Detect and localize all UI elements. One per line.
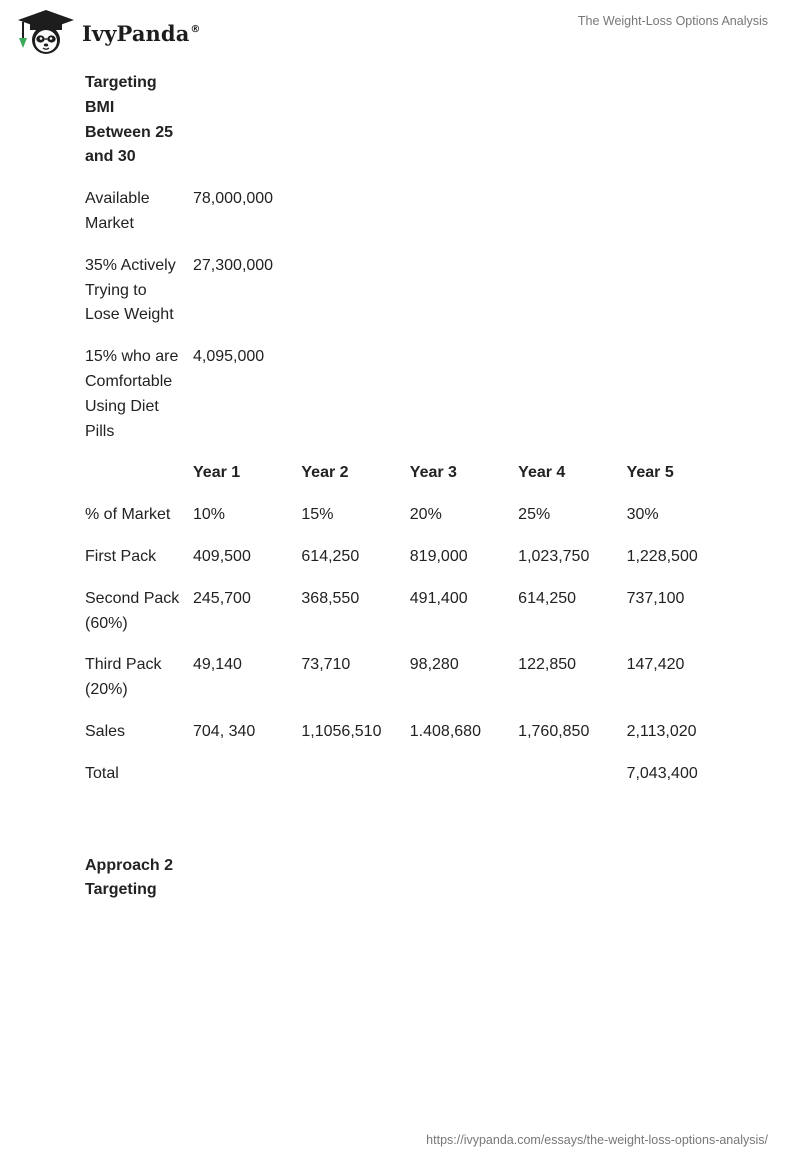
cell-value: 245,700 — [193, 589, 251, 607]
cell-value: 737,100 — [626, 589, 685, 607]
sales-forecast-table — [79, 66, 729, 915]
table-row — [79, 182, 729, 249]
row-label: % of Market — [85, 506, 171, 524]
cell-value: 147,420 — [626, 656, 685, 674]
registered-mark: ® — [190, 23, 201, 35]
cell-value: 1,760,850 — [518, 722, 590, 740]
cell-value: 491,400 — [409, 589, 468, 607]
cell-value: 4,095,000 — [193, 348, 265, 366]
row-label: Total — [85, 764, 119, 782]
section-heading: Targeting BMI Between 25 and 30 — [85, 74, 174, 166]
table-row — [79, 582, 729, 649]
panda-graduate-icon — [14, 8, 76, 56]
cell-value: 25% — [518, 506, 551, 524]
row-label: Second Pack (60%) — [85, 589, 180, 632]
cell-value: 2,113,020 — [626, 722, 697, 740]
cell-value: 15% — [301, 506, 334, 524]
cell-value: 1,228,500 — [626, 547, 698, 565]
cell-value: 368,550 — [301, 589, 360, 607]
brand-name: IvyPanda® — [82, 20, 201, 46]
table-row — [79, 249, 729, 340]
cell-value: 73,710 — [301, 656, 351, 674]
cell-value: 27,300,000 — [193, 256, 274, 274]
row-label: Sales — [85, 722, 126, 740]
row-label: 35% Actively Trying to Lose Weight — [85, 256, 176, 324]
table-row — [79, 340, 729, 456]
cell-value: 1,023,750 — [518, 547, 590, 565]
cell-value: 98,280 — [409, 656, 459, 674]
cell-value: 20% — [409, 506, 442, 524]
table-spacer-row — [79, 799, 729, 849]
cell-value: 49,140 — [193, 656, 242, 674]
cell-value: 7,043,400 — [626, 764, 698, 782]
section-heading: Approach 2 Targeting — [85, 856, 174, 899]
table-row — [79, 757, 729, 799]
table-row — [79, 498, 729, 540]
cell-value: 614,250 — [518, 589, 577, 607]
cell-value: 1,1056,510 — [301, 722, 382, 740]
cell-value: 614,250 — [301, 547, 360, 565]
row-label: First Pack — [85, 547, 157, 565]
row-label: 15% who are Comfortable Using Diet Pills — [85, 348, 179, 440]
table-header-row — [79, 456, 729, 498]
column-header: Year 5 — [626, 464, 674, 482]
table-row — [79, 540, 729, 582]
table-row — [79, 715, 729, 757]
cell-value: 409,500 — [193, 547, 251, 565]
cell-value: 819,000 — [409, 547, 468, 565]
cell-value: 78,000,000 — [193, 190, 274, 208]
cell-value: 30% — [626, 506, 659, 524]
row-label: Third Pack (20%) — [85, 656, 162, 699]
table-row — [79, 849, 729, 916]
cell-value: 704, 340 — [193, 722, 256, 740]
cell-value: 10% — [193, 506, 226, 524]
cell-value: 122,850 — [518, 656, 577, 674]
column-header: Year 4 — [518, 464, 566, 482]
source-url[interactable]: https://ivypanda.com/essays/the-weight-loss-options-analysis/ — [426, 1133, 768, 1147]
document-title: The Weight-Loss Options Analysis — [577, 14, 768, 28]
cell-value: 1.408,680 — [409, 722, 481, 740]
row-label: Available Market — [85, 190, 150, 232]
column-header: Year 2 — [301, 464, 349, 482]
table-row — [79, 66, 729, 182]
column-header: Year 1 — [193, 464, 241, 482]
column-header: Year 3 — [409, 464, 457, 482]
table-row — [79, 648, 729, 715]
ivypanda-logo[interactable] — [14, 8, 201, 56]
